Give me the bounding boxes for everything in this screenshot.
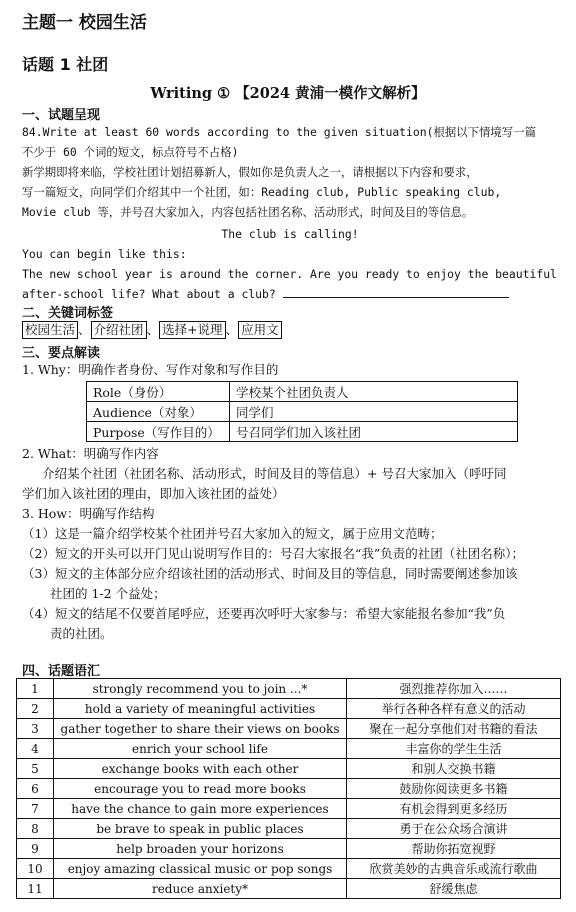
vocab-number: 7 <box>17 799 54 819</box>
vocab-chinese: 和别人交换书籍 <box>347 759 561 779</box>
table-row <box>17 879 561 899</box>
tag-introduce-club: 介绍社团 <box>91 321 147 339</box>
begin-line-2-text: after-school life? What about a club? <box>22 287 276 301</box>
section2-heading: 二、关键词标签 <box>22 306 114 321</box>
theme-title: 主题一 校园生活 <box>22 13 147 33</box>
table-row <box>87 402 518 422</box>
vocab-chinese: 鼓励你阅读更多书籍 <box>347 779 561 799</box>
task-line: Movie club 等，并号召大家加入，内容包括社团名称、活动形式，时间及目的等信息。 <box>22 205 474 219</box>
vocab-number: 8 <box>17 819 54 839</box>
vocab-english: have the chance to gain more experiences <box>54 799 347 819</box>
section1-heading: 一、试题呈现 <box>22 108 101 123</box>
how-point: 责的社团。 <box>50 626 113 641</box>
vocab-chinese: 帮助你拓宽视野 <box>347 839 561 859</box>
tag-choice-reasoning: 选择+说理 <box>159 321 225 339</box>
vocab-english: enrich your school life <box>54 739 347 759</box>
tag-separator: 、 <box>225 322 239 337</box>
begin-label: You can begin like this: <box>22 247 187 261</box>
vocab-english: strongly recommend you to join ...* <box>54 679 347 699</box>
section4-heading: 四、话题语汇 <box>22 664 101 679</box>
topic-title: 话题 1 社团 <box>22 55 109 74</box>
vocab-table <box>16 678 561 899</box>
how-point: （3）短文的主体部分应介绍该社团的活动形式、时间及目的等信息，同时需要阐述参加该 <box>22 566 518 581</box>
what-line-1: 介绍某个社团（社团名称、活动形式，时间及目的等信息）+ 号召大家加入（呼吁同 <box>42 466 507 481</box>
vocab-english: be brave to speak in public places <box>54 819 347 839</box>
table-row <box>17 739 561 759</box>
vocab-english: reduce anxiety* <box>54 879 347 899</box>
task-line: 写一篇短文，向同学们介绍其中一个社团，如：Reading club, Public speaking club, <box>22 185 502 199</box>
vocab-english: encourage you to read more books <box>54 779 347 799</box>
why-table <box>86 381 518 442</box>
vocab-number: 5 <box>17 759 54 779</box>
vocab-number: 4 <box>17 739 54 759</box>
table-row <box>17 779 561 799</box>
table-row <box>17 759 561 779</box>
vocab-english: exchange books with each other <box>54 759 347 779</box>
table-row <box>87 422 518 442</box>
vocab-number: 6 <box>17 779 54 799</box>
begin-line-1: The new school year is around the corner. Are you ready to enjoy the beautiful <box>22 267 557 281</box>
vocab-number: 9 <box>17 839 54 859</box>
why-key: Audience（对象） <box>87 402 230 422</box>
table-row <box>17 799 561 819</box>
what-line-2: 学们加入该社团的理由，即加入该社团的益处） <box>22 486 285 501</box>
vocab-english: hold a variety of meaningful activities <box>54 699 347 719</box>
vocab-body <box>17 679 561 899</box>
tag-practical-writing: 应用文 <box>238 321 282 339</box>
task-line: 不少于 60 个词的短文，标点符号不占格) <box>22 145 239 159</box>
table-row <box>87 382 518 402</box>
table-row <box>17 859 561 879</box>
vocab-chinese: 舒缓焦虑 <box>347 879 561 899</box>
vocab-number: 1 <box>17 679 54 699</box>
why-value: 学校某个社团负责人 <box>230 382 518 402</box>
why-key: Purpose（写作目的） <box>87 422 230 442</box>
vocab-english: enjoy amazing classical music or pop songs <box>54 859 347 879</box>
why-key: Role（身份） <box>87 382 230 402</box>
table-row <box>17 839 561 859</box>
how-point: （4）短文的结尾不仅要首尾呼应，还要再次呼吁大家参与：希望大家能报名参加“我”负 <box>22 606 506 621</box>
vocab-chinese: 有机会得到更多经历 <box>347 799 561 819</box>
answer-blank <box>283 284 509 298</box>
table-row <box>17 699 561 719</box>
vocab-number: 11 <box>17 879 54 899</box>
how-point: （2）短文的开头可以开门见山说明写作目的：号召大家报名“我”负责的社团（社团名称）； <box>22 546 524 561</box>
vocab-number: 2 <box>17 699 54 719</box>
vocab-chinese: 聚在一起分享他们对书籍的看法 <box>347 719 561 739</box>
begin-line-2 <box>22 284 509 304</box>
task-line: 新学期即将来临，学校社团计划招募新人，假如你是负责人之一，请根据以下内容和要求， <box>22 165 478 179</box>
vocab-chinese: 丰富你的学生生活 <box>347 739 561 759</box>
section3-heading: 三、要点解读 <box>22 346 101 361</box>
table-row <box>17 819 561 839</box>
task-line: 84.Write at least 60 words according to the given situation(根据以下情境写一篇 <box>22 125 536 139</box>
why-label: 1. Why：明确作者身份、写作对象和写作目的 <box>22 362 279 377</box>
how-label: 3. How：明确写作结构 <box>22 506 155 521</box>
table-row <box>17 679 561 699</box>
vocab-chinese: 强烈推荐你加入…… <box>347 679 561 699</box>
vocab-chinese: 欣赏美妙的古典音乐或流行歌曲 <box>347 859 561 879</box>
table-row <box>17 719 561 739</box>
vocab-chinese: 勇于在公众场合演讲 <box>347 819 561 839</box>
why-value: 号召同学们加入该社团 <box>230 422 518 442</box>
vocab-number: 10 <box>17 859 54 879</box>
what-label: 2. What：明确写作内容 <box>22 446 159 461</box>
tag-separator: 、 <box>146 322 160 337</box>
vocab-number: 3 <box>17 719 54 739</box>
keyword-tags <box>22 320 282 339</box>
vocab-chinese: 举行各种各样有意义的活动 <box>347 699 561 719</box>
how-point: （1）这是一篇介绍学校某个社团并号召大家加入的短文，属于应用文范畴； <box>22 526 443 541</box>
tag-separator: 、 <box>78 322 91 337</box>
why-value: 同学们 <box>230 402 518 422</box>
vocab-english: help broaden your horizons <box>54 839 347 859</box>
how-point: 社团的 1-2 个益处； <box>50 586 166 601</box>
prompt-title: The club is calling! <box>221 227 359 241</box>
writing-title: Writing ① 【2024 黄浦一模作文解析】 <box>150 85 426 102</box>
tag-campus-life: 校园生活 <box>22 321 78 339</box>
vocab-english: gather together to share their views on books <box>54 719 347 739</box>
